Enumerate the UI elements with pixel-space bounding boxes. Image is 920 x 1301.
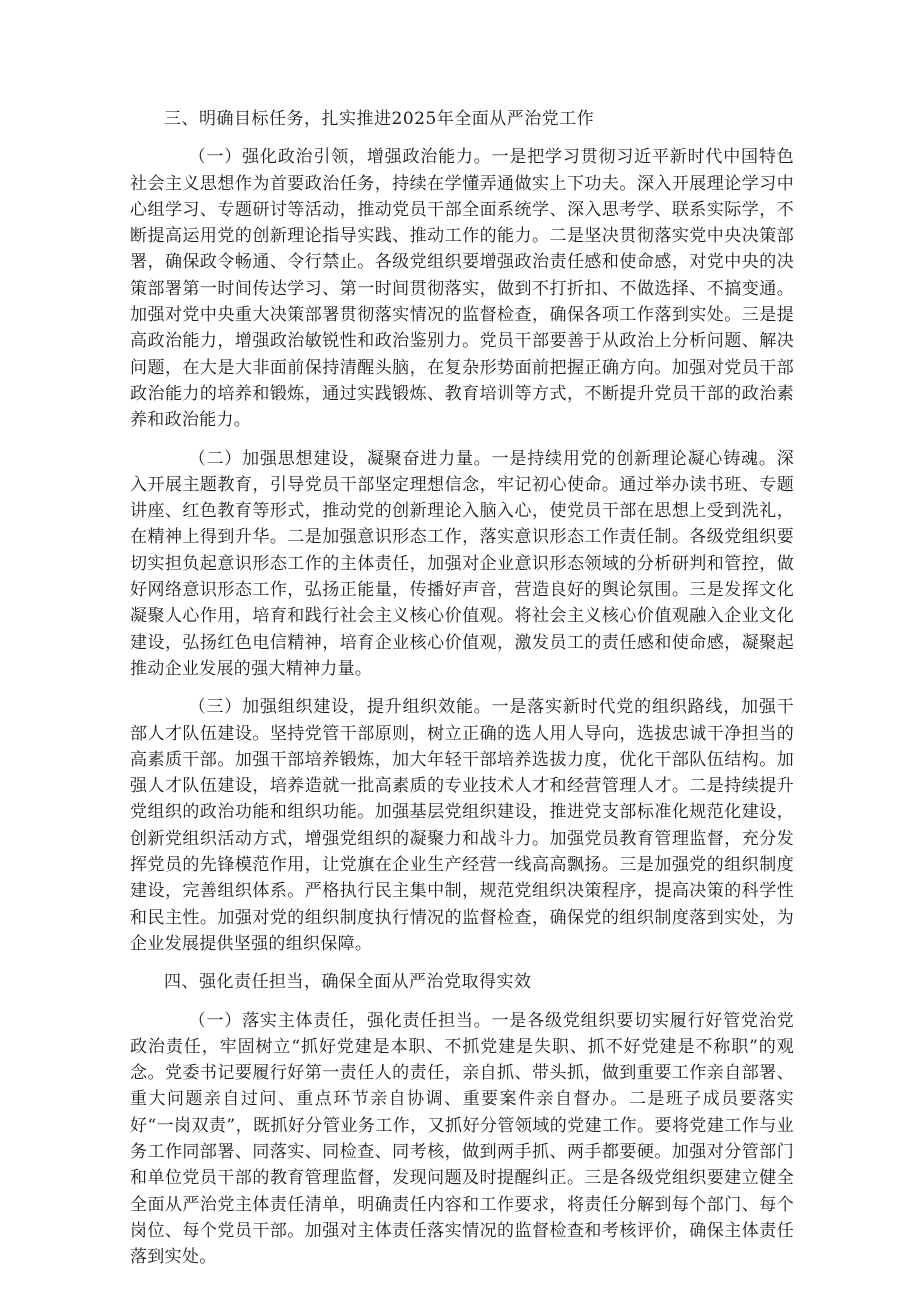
paragraph-4-1: （一）落实主体责任，强化责任担当。一是各级党组织要切实履行好管党治党政治责任，牢固树立“抓好党建是本职、不抓党建是失职、抓不好党建是不称职”的观念。党委书记要履行好第一责任人的责任，亲自抓、带头抓，做到重要工作亲自部署、重大问题亲自过问、重点环节亲自协调、重要案件亲自督办。二是班子成员要落实好“一岗双责”，既抓好分管业务工作，又抓好分管领域的党建工作。要将党建工作与业务工作同部署、同落实、同检查、同考核，做到两手抓、两手都要硬。加强对分管部门和单位党员干部的教育管理监督，发现问题及时提醒纠正。三是各级党组织要建立健全全面从严治党主体责任清单，明确责任内容和工作要求，将责任分解到每个部门、每个岗位、每个党员干部。加强对主体责任落实情况的监督检查和考核评价，确保主体责任落到实处。: [130, 1010, 794, 1268]
section-heading-3: 三、明确目标任务，扎实推进2025年全面从严治党工作: [164, 109, 595, 129]
paragraph-3-2: （二）加强思想建设，凝聚奋进力量。一是持续用党的创新理论凝心铸魂。深入开展主题教育，引导党员干部坚定理想信念，牢记初心使命。通过举办读书班、专题讲座、红色教育等形式，推动党的创新理论入脑入心，使党员干部在思想上受到洗礼，在精神上得到升华。二是加强意识形态工作，落实意识形态工作责任制。各级党组织要切实担负起意识形态工作的主体责任，加强对企业意识形态领域的分析研判和管控，做好网络意识形态工作，弘扬正能量，传播好声音，营造良好的舆论氛围。三是发挥文化凝聚人心作用，培育和践行社会主义核心价值观。将社会主义核心价值观融入企业文化建设，弘扬红色电信精神，培育企业核心价值观，激发员工的责任感和使命感，凝聚起推动企业发展的强大精神力量。: [130, 448, 794, 679]
document-page: [130, 106, 794, 1270]
paragraph-3-1: （一）强化政治引领，增强政治能力。一是把学习贯彻习近平新时代中国特色社会主义思想作为首要政治任务，持续在学懂弄通做实上下功夫。深入开展理论学习中心组学习、专题研讨等活动，推动党员干部全面系统学、深入思考学、联系实际学，不断提高运用党的创新理论指导实践、推动工作的能力。二是坚决贯彻落实党中央决策部署，确保政令畅通、令行禁止。各级党组织要增强政治责任感和使命感，对党中央的决策部署第一时间传达学习、第一时间贯彻落实，做到不打折扣、不做选择、不搞变通。加强对党中央重大决策部署贯彻落实情况的监督检查，确保各项工作落到实处。三是提高政治能力，增强政治敏锐性和政治鉴别力。党员干部要善于从政治上分析问题、解决问题，在大是大非面前保持清醒头脑，在复杂形势面前把握正确方向。加强对党员干部政治能力的培养和锻炼，通过实践锻炼、教育培训等方式，不断提升党员干部的政治素养和政治能力。: [130, 147, 794, 431]
paragraph-3-3: （三）加强组织建设，提升组织效能。一是落实新时代党的组织路线，加强干部人才队伍建设。坚持党管干部原则，树立正确的选人用人导向，选拔忠诚干净担当的高素质干部。加强干部培养锻炼，加大年轻干部培养选拔力度，优化干部队伍结构。加强人才队伍建设，培养造就一批高素质的专业技术人才和经营管理人才。二是持续提升党组织的政治功能和组织功能。加强基层党组织建设，推进党支部标准化规范化建设，创新党组织活动方式，增强党组织的凝聚力和战斗力。加强党员教育管理监督，充分发挥党员的先锋模范作用，让党旗在企业生产经营一线高高飘扬。三是加强党的组织制度建设，完善组织体系。严格执行民主集中制，规范党组织决策程序，提高决策的科学性和民主性。加强对党的组织制度执行情况的监督检查，确保党的组织制度落到实处，为企业发展提供坚强的组织保障。: [130, 697, 794, 954]
section-heading-4: 四、强化责任担当，确保全面从严治党取得实效: [164, 972, 532, 993]
